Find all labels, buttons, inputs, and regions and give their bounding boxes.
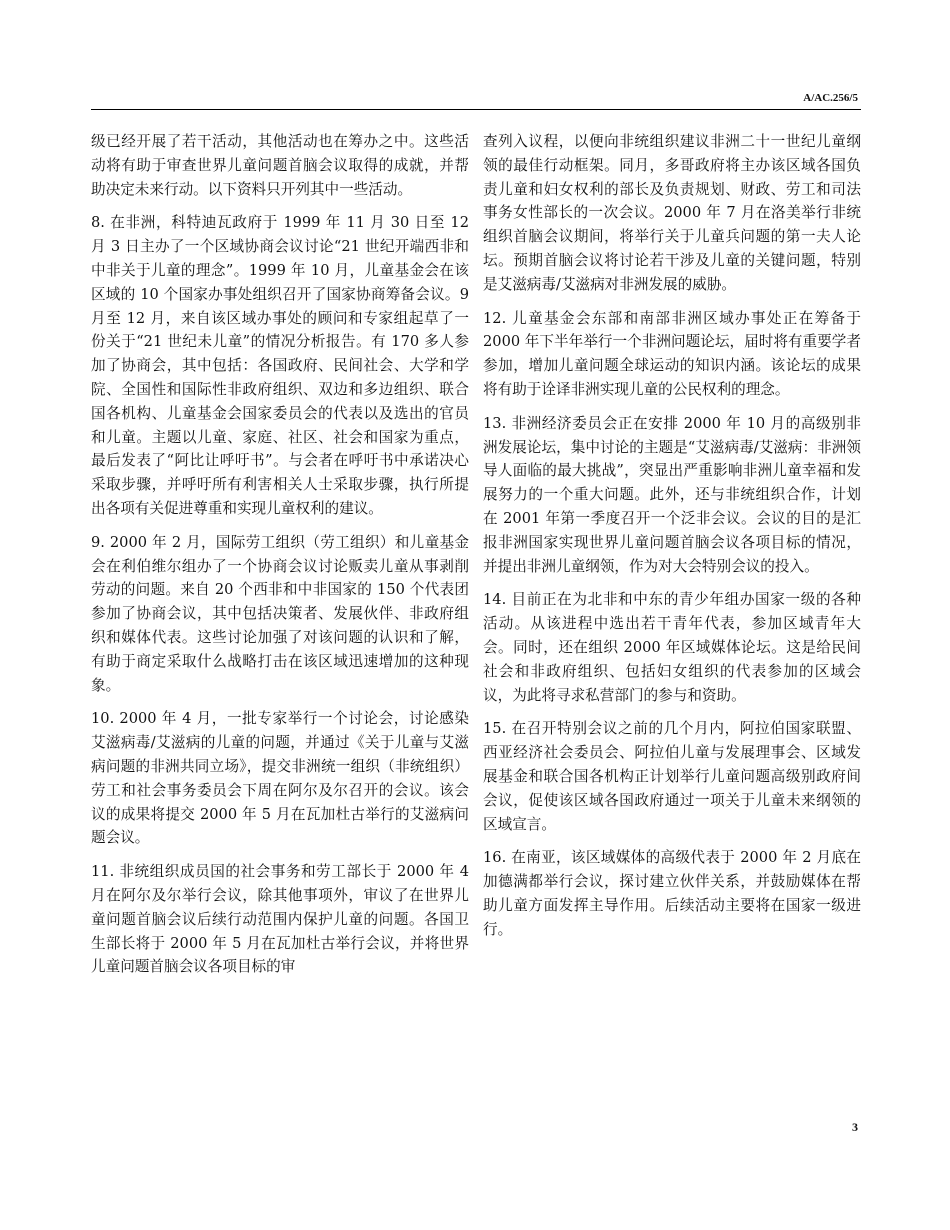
header-rule [91, 109, 861, 110]
paragraph-11: 11. 非统组织成员国的社会事务和劳工部长于 2000 年 4 月在阿尔及尔举行会议，除其他事项外，审议了在世界儿童问题首脑会议后续行动范围内保护儿童的问题。各国卫生部长将于 2000 年 5 月在瓦加杜古举行会议，并将世界儿童问题首脑会议各项目标的审 [91, 863, 469, 976]
paragraph-8: 8. 在非洲，科特迪瓦政府于 1999 年 11 月 30 日至 12 月 3 日主办了一个区域协商会议讨论“21 世纪开端西非和中非关于儿童的理念”。1999 年 10 月，儿童基金会在该区域的 10 个国家办事处组织召开了国家协商筹备会议。9 月至 12 月，来自该区域办事处的顾问和专家组起草了一份关于“21 世纪未儿童”的情况分析报告。有 170 多人参加了协商会，其中包括：各国政府、民间社会、大学和学院、全国性和国际性非政府组织、双边和多边组织、联合国各机构、儿童基金会国家委员会的代表以及选出的官员和儿童。主题以儿童、家庭、社区、社会和国家为重点，最后发表了“阿比让呼吁书”。与会者在呼吁书中承诺决心采取步骤，并呼吁所有利害相关人士采取步骤，执行所提出各项有关促进尊重和实现儿童权利的建议。 [91, 214, 469, 517]
left-column [91, 130, 469, 989]
right-column [483, 130, 861, 952]
paragraph-14: 14. 目前正在为北非和中东的青少年组办国家一级的各种活动。从该进程中选出若干青年代表，参加区域青年大会。同时，还在组织 2000 年区域媒体论坛。这是给民间社会和非政府组织、包括妇女组织的代表参加的区域会议，为此将寻求私营部门的参与和资助。 [483, 591, 861, 704]
page-number: 3 [852, 1120, 858, 1134]
paragraph-13: 13. 非洲经济委员会正在安排 2000 年 10 月的高级别非洲发展论坛，集中讨论的主题是“艾滋病毒/艾滋病：非洲领导人面临的最大挑战”，突显出严重影响非洲儿童幸福和发展努力的一个重大问题。此外，还与非统组织合作，计划在 2001 年第一季度召开一个泛非会议。会议的目的是汇报非洲国家实现世界儿童问题首脑会议各项目标的情况，并提出非洲儿童纲领，作为对大会特别会议的投入。 [483, 414, 861, 575]
paragraph-continuation: 级已经开展了若干活动，其他活动也在筹办之中。这些活动将有助于审查世界儿童问题首脑会议取得的成就，并帮助决定未来行动。以下资料只开列其中一些活动。 [91, 133, 469, 198]
paragraph-9: 9. 2000 年 2 月，国际劳工组织（劳工组织）和儿童基金会在利伯维尔组办了一个协商会议讨论贩卖儿童从事剥削劳动的问题。来自 20 个西非和中非国家的 150 个代表团参加了协商会议，其中包括决策者、发展伙伴、非政府组织和媒体代表。这些讨论加强了对该问题的认识和了解，有助于商定采取什么战略打击在该区域迅速增加的这种现象。 [91, 533, 469, 694]
paragraph-11-continued: 查列入议程，以便向非统组织建议非洲二十一世纪儿童纲领的最佳行动框架。同月，多哥政府将主办该区域各国负责儿童和妇女权利的部长及负责规划、财政、劳工和司法事务女性部长的一次会议。2000 年 7 月在洛美举行非统组织首脑会议期间，将举行关于儿童兵问题的第一夫人论坛。预期首脑会议将讨论若干涉及儿童的关键问题，特别是艾滋病毒/艾滋病对非洲发展的威胁。 [483, 133, 861, 293]
paragraph-16: 16. 在南亚，该区域媒体的高级代表于 2000 年 2 月底在加德满都举行会议，探讨建立伙伴关系，并鼓励媒体在帮助儿童方面发挥主导作用。后续活动主要将在国家一级进行。 [483, 849, 861, 938]
paragraph-12: 12. 儿童基金会东部和南部非洲区域办事处正在筹备于 2000 年下半年举行一个非洲问题论坛，届时将有重要学者参加，增加儿童问题全球运动的知识内涵。该论坛的成果将有助于诠译非洲实现儿童的公民权利的理念。 [483, 309, 861, 398]
paragraph-10: 10. 2000 年 4 月，一批专家举行一个讨论会，讨论感染艾滋病毒/艾滋病的儿童的问题，并通过《关于儿童与艾滋病问题的非洲共同立场》，提交非洲统一组织（非统组织）劳工和社会事务委员会下周在阿尔及尔召开的会议。该会议的成果将提交 2000 年 5 月在瓦加杜古举行的艾滋病问题会议。 [91, 710, 469, 847]
document-symbol: A/AC.256/5 [803, 92, 858, 104]
paragraph-15: 15. 在召开特别会议之前的几个月内，阿拉伯国家联盟、西亚经济社会委员会、阿拉伯儿童与发展理事会、区域发展基金和联合国各机构正计划举行儿童问题高级别政府间会议，促使该区域各国政府通过一项关于儿童未来纲领的区域宣言。 [483, 720, 861, 833]
